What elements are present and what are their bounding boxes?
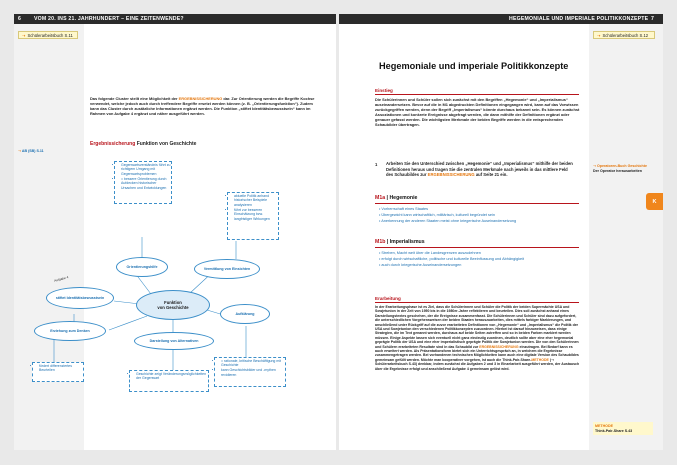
- section-rule: [375, 94, 579, 95]
- right-margin-column: [589, 24, 663, 450]
- left-running-title: VOM 20. INS 21. JAHRHUNDERT – EINE ZEITENWENDE?: [34, 16, 184, 22]
- cluster-box-left: [32, 362, 84, 382]
- box-top-item: • = bessere Orientierung durch Aufdecken historischer Ursachen und Entwicklungen: [121, 177, 171, 191]
- task-text: [386, 161, 576, 178]
- list-item: • Streben, Macht weit über die Landesgrenzen auszudehnen: [379, 250, 579, 256]
- method-text: Think-Pair-Share S.43: [595, 428, 633, 433]
- node-identity: stiftet Identitätsbewusstsein: [46, 287, 114, 309]
- arrow-icon: ➝: [22, 33, 26, 38]
- box-right-item: • aktuelle Politik anhand historischer Beispiele analysieren: [234, 194, 278, 208]
- einstieg-text: Die Schülerinnen und Schüler sollen sich zunächst mit den Begriffen „Hegemonie“ und „Imperialismus“ auseinandersetzen. Bevor auf die in M1 abgedruckten Definitionen eingegangen wird, kann auf das Vorwissen zurückgegriffen werden, denn der Begriff „Imperialismus“ könnte durchaus bekannt sein. Es können zunächst Assoziationen und konkrete Ereignisse abgefragt werden, die dann mithilfe der Definitionen ergänzt oder genauer gefasst werden. Die wichtigsten Merkmale der beiden Begriffe werden in die entsprechenden Schaubilder übertragen.: [375, 97, 580, 128]
- box-br-item: • = rationale, kritische Beschäftigung mit Geschichte: [221, 359, 285, 368]
- arrow-icon: ➝: [597, 33, 601, 38]
- intro-rest: dar. Zur Orientierung werden die Begriffe Kochse verwendet, welche jedoch auch durch treffendere Begriffe ersetzt werden können (z. B. „Orientierungsfunktion“). Zudem kann das Cluster durch zusätzliche Informationen ergänzt werden. Die Funktion „stiftet Identitätsbewusstsein“ kann im Rahmen von Aufgabe 4 ergänzt und näher ausgeführt werden.: [90, 96, 315, 117]
- box-mid-item: • Geschichte zeigt Veränderungsmöglichkeiten der Gegenwart: [136, 372, 208, 381]
- node-mediation: Vermittlung von Einsichten: [194, 259, 260, 279]
- right-page: [339, 14, 663, 450]
- intro-text: Das folgende Cluster stellt eine Möglichkeit der: [90, 96, 178, 101]
- right-running-title: HEGEMONIALE UND IMPERIALE POLITIKKONZEPTE: [509, 16, 649, 22]
- list-item: • Übergewicht kann wirtschaftlich, militärisch, kulturell begründet sein: [379, 212, 579, 218]
- einstieg-label: Einstieg: [375, 88, 393, 93]
- right-running-header: [339, 14, 663, 24]
- side-note-title: ➝ Operatoren-Buch Geschichte: [593, 164, 647, 168]
- left-ref-tag-label: Schülerarbeitsbuch S.11: [27, 33, 73, 38]
- list-item: • erfolgt durch wirtschaftliche, politische und kulturelle Beeinflussung und Abhängigkeit: [379, 256, 579, 262]
- cluster-box-top: [114, 161, 172, 204]
- erarbeitung-text-a: In der Erarbeitungsphase ist es Ziel, dass die Schülerinnen und Schüler die Politik der beiden Supermächte USA und Sowjetunion in der Zeit von 1950 bis in die 1980er-Jahre reflektieren und beurteilen. Dies soll zunächst anhand eines Darstellungstextes geschehen, der die Ereignisse zusammenfasst. Die Schülerinnen und Schüler sind dazu aufgefordert, die unterschiedlichen Vorgehensweisen der beiden Staaten herauszuarbeiten, dies mittels farbiger Markierungen, und anschließend unter Rückgriff auf die zuvor erarbeiteten Definitionen von „Hegemonie“ und „Imperialismus“ die Politik der USA und Sowjetunion den verschiedenen Politikkonzepten zuzuordnen. Hierbei ist darauf hinzuweisen, dass einige Strategien, die im Text genannt werden, durchaus auf beide Seiten zutreffen und so in beiden Farben markiert werden müssen. Einige Aspekte lassen sich eventuell nicht ganz eindeutig zuordnen, deutlich sollte aber eine eher hegemonial geprägte Politik der USA und eine eher imperialistisch geprägte Politik der Sowjetunion werden. Die von den Schülerinnen und Schülern erarbeiteten Resultate sind in das Schaubild zur: [375, 305, 579, 349]
- side-note-text: Der Operator herausarbeiten: [593, 168, 642, 173]
- erarbeitung-text: [375, 305, 581, 371]
- node-orientation: Orientierungshilfe: [116, 257, 168, 277]
- section-rule: [375, 302, 579, 303]
- aufgabe-label: Aufgabe 4: [53, 275, 69, 283]
- cluster-box-bottom-right: [214, 357, 286, 387]
- m1b-title: Imperialismus: [389, 239, 425, 245]
- method-side-note[interactable]: [593, 422, 653, 435]
- m1b-heading: M1b | Imperialismus: [375, 239, 425, 245]
- node-education: Erziehung zum Denken: [34, 321, 106, 341]
- m1a-list: [379, 206, 579, 225]
- erarbeitung-highlight-method: METHODE: [531, 357, 549, 362]
- method-label: METHODE: [595, 424, 613, 428]
- left-sidebar-tag-label: AB (SB) S.11: [21, 149, 44, 153]
- section-rule: [375, 203, 579, 204]
- erarbeitung-label: Erarbeitung: [375, 296, 401, 301]
- m1a-heading: M1a | Hegemonie: [375, 195, 418, 201]
- operator-side-note[interactable]: [593, 164, 653, 173]
- left-page: [14, 14, 336, 450]
- erarbeitung-text-c: (➝ Schülerarbeitsbuch S.43) denkbar, indem zunächst die Aufgaben 2 und 3 in Einzelarbeit ausgeführt werden, der Austausch über die Ergebnisse erfolgt und anschließend Aufgabe 4 gemeinsam gelöst wird.: [375, 357, 580, 371]
- list-item: • auch durch kriegerische Auseinandersetzungen: [379, 262, 579, 268]
- list-item: • Anerkennung der anderen Staaten meist ohne kriegerische Auseinandersetzung: [379, 218, 579, 224]
- cluster-center: Funktion von Geschichte: [136, 290, 210, 320]
- task-highlight: ERGEBNISSICHERUNG: [427, 172, 475, 178]
- heading-rest: Funktion von Geschichte: [136, 141, 197, 147]
- box-right-item: • führt zur besseren Einschätzung bzw. langfristiger Wirkungen: [234, 208, 278, 222]
- side-note-title-text: Operatoren-Buch Geschichte: [597, 164, 647, 168]
- m1a-title: Hegemonie: [389, 195, 418, 201]
- cluster-box-right: [227, 192, 279, 240]
- cluster-box-mid: [129, 370, 209, 392]
- m1a-code: M1a: [375, 195, 386, 201]
- box-br-item: • kann Geschichtsbilder und -mythen revidieren: [221, 368, 285, 377]
- node-enlightenment: Aufklärung: [220, 304, 270, 324]
- page-title: Hegemoniale und imperiale Politikkonzepte: [379, 61, 569, 71]
- chapter-tab[interactable]: K: [646, 193, 663, 210]
- left-page-number: 6: [18, 16, 21, 22]
- m1b-list: [379, 250, 579, 269]
- node-alternatives: Darstellung von Alternativen: [134, 332, 214, 350]
- right-ref-tag[interactable]: [593, 31, 655, 39]
- section-rule: [375, 247, 579, 248]
- arrow-icon: ➝: [18, 149, 22, 153]
- erarbeitung-highlight: ERGEBNISSICHERUNG: [479, 344, 519, 349]
- intro-highlight: ERGEBNISSICHERUNG: [178, 96, 223, 101]
- m1b-code: M1b: [375, 239, 386, 245]
- right-page-number: 7: [651, 16, 654, 22]
- task-text-b: auf Seite 21 ein.: [475, 172, 508, 178]
- task-text-a: Arbeiten Sie den Unterschied zwischen „Hegemonie“ und „Imperialismus“ mithilfe der beiden Definitionen heraus und tragen Sie die zentralen Merkmale nach jeweils in das mittlere Feld des Schaubildes zur: [386, 161, 573, 178]
- task-number: 1: [375, 162, 378, 167]
- heading-red: Ergebnissicherung: [90, 141, 136, 147]
- right-ref-tag-label: Schülerarbeitsbuch S.12: [602, 33, 649, 38]
- box-left-item: • fördert differenziertes Beurteilen: [39, 364, 83, 373]
- list-item: • Vorherrschaft eines Staates: [379, 206, 579, 212]
- erarbeitung-text-b: einzutragen. Bei Bedarf kann es auch erweitert werden. Als Präsentationsform bietet sich ein Unterrichtsgespräch an, in welchem die Ergebnisse zusammengetragen werden. Bei vorhandenen technischen Möglichkeiten kann auch eine digitale Version des Schaubildes gemeinsam gefüllt werden. Möchte man kooperativer vorgehen, ist auch die Think-Pair-Share-: [375, 344, 579, 362]
- box-top-item: • Gegenwartsverständnis führt zu richtigem Umgang mit Gegenwartsproblemen: [121, 163, 171, 177]
